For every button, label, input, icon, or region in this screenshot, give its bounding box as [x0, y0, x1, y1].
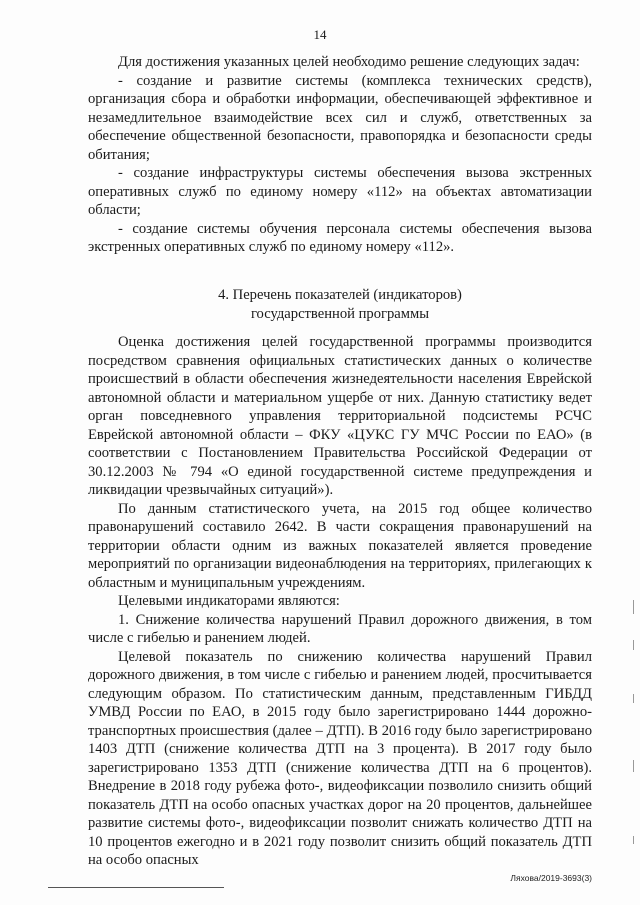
margin-mark	[633, 694, 634, 703]
paragraph: - создание инфраструктуры системы обеспечения вызова экстренных оперативных служб по единому номеру «112» на объектах автоматизации области;	[88, 165, 592, 218]
section-heading	[88, 286, 592, 323]
section-heading-line: 4. Перечень показателей (индикаторов)	[218, 287, 462, 303]
page-number: 14	[313, 27, 327, 42]
margin-mark	[633, 600, 634, 614]
margin-mark	[633, 760, 634, 772]
bottom-divider	[48, 887, 224, 888]
paragraph: Целевыми индикаторами являются:	[118, 593, 340, 609]
margin-mark	[633, 836, 634, 844]
paragraph: 1. Снижение количества нарушений Правил дорожного движения, в том числе с гибелью и ранением людей.	[88, 611, 592, 646]
paragraph: Для достижения указанных целей необходимо решение следующих задач:	[118, 54, 580, 70]
document-code: Ляхова/2019-3693(3)	[510, 873, 592, 883]
task-list-block	[88, 53, 592, 257]
indicators-block	[88, 333, 592, 870]
paragraph: - создание системы обучения персонала системы обеспечения вызова экстренных оперативных служб по единому номеру «112».	[88, 220, 592, 255]
paragraph: - создание и развитие системы (комплекса технических средств), организация сбора и обработки информации, обеспечивающей эффективное и незамедлительное взаимодействие всех сил и служб, ответственных за обеспечение общественной безопасности, правопорядка и безопасности среды обитания;	[88, 72, 592, 163]
paragraph: Целевой показатель по снижению количества нарушений Правил дорожного движения, в том числе с гибелью и ранением людей, просчитывается следующим образом. По статистическим данным, представленным ГИБДД УМВД России по ЕАО, в 2015 году было зарегистрировано 1444 дорожно-транспортных происшествия (далее – ДТП). В 2016 году было зарегистрировано 1403 ДТП (снижение количества ДТП на 3 процента). В 2017 году было зарегистрировано 1353 ДТП (снижение количества ДТП на 6 процентов). Внедрение в 2018 году рубежа фото-, видеофиксации позволило снизить общий показатель ДТП на особо опасных участках дорог на 20 процентов, дальнейшее развитие системы фото-, видеофиксации позволит снижать количество ДТП на 10 процентов ежегодно и в 2021 году позволит снизить общий показатель ДТП на особо опасных	[88, 648, 592, 868]
paragraph: По данным статистического учета, на 2015 год общее количество правонарушений составило 2642. В части сокращения правонарушений на территории области одним из важных показателей является проведение мероприятий по организации видеонаблюдения на территориях, прилегающих к областным и муниципальным учреждениям.	[88, 500, 592, 591]
paragraph: Оценка достижения целей государственной программы производится посредством сравнения официальных статистических данных о количестве происшествий в области обеспечения жизнедеятельности населения Еврейской автономной области и материальном ущербе от них. Данную статистику ведет орган повседневного управления территориальной подсистемы РСЧС Еврейской автономной области – ФКУ «ЦУКС ГУ МЧС России по ЕАО» (в соответствии с Постановлением Правительства Российской Федерации от 30.12.2003 № 794 «О единой государственной системе предупреждения и ликвидации чрезвычайных ситуаций»).	[88, 334, 592, 498]
margin-mark	[633, 640, 634, 650]
section-heading-line: государственной программы	[250, 305, 430, 322]
